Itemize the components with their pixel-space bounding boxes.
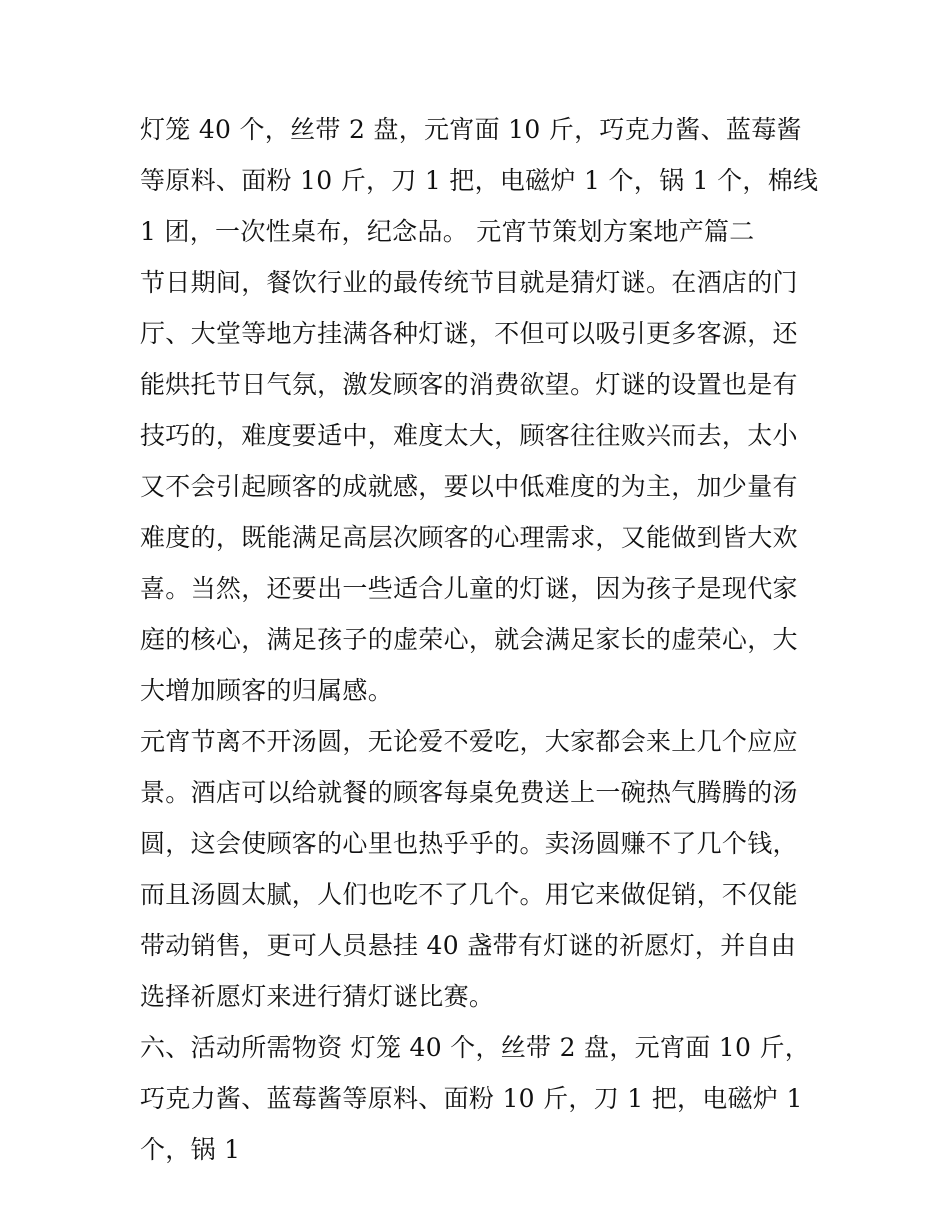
paragraph-lantern-riddles: 节日期间，餐饮行业的最传统节目就是猜灯谜。在酒店的门厅、大堂等地方挂满各种灯谜，不但可以吸引更多客源，还能烘托节日气氛，激发顾客的消费欲望。灯谜的设置也是有技巧的，难度要适中，难度太大，顾客往往败兴而去，太小又不会引起顾客的成就感，要以中低难度的为主，加少量有难度的，既能满足高层次顾客的心理需求，又能做到皆大欢喜。当然，还要出一些适合儿童的灯谜，因为孩子是现代家庭的核心，满足孩子的虚荣心，就会满足家长的虚荣心，大大增加顾客的归属感。 bbox=[140, 268, 798, 705]
paragraph-materials-list: 灯笼 40 个，丝带 2 盘，元宵面 10 斤，巧克力酱、蓝莓酱等原料、面粉 10 斤，刀 1 把，电磁炉 1 个，锅 1 个，棉线 1 团，一次性桌布，纪念品。 元宵节策划方案地产篇二 bbox=[140, 115, 819, 246]
paragraph-tangyuan-promotion: 元宵节离不开汤圆，无论爱不爱吃，大家都会来上几个应应景。酒店可以给就餐的顾客每桌免费送上一碗热气腾腾的汤圆，这会使顾客的心里也热乎乎的。卖汤圆赚不了几个钱，而且汤圆太腻，人们也吃不了几个。用它来做促销，不仅能带动销售，更可人员悬挂 40 盏带有灯谜的祈愿灯，并自由选择祈愿灯来进行猜灯谜比赛。 bbox=[140, 727, 798, 1011]
document-page bbox=[140, 104, 820, 1175]
paragraph-activity-supplies: 六、活动所需物资 灯笼 40 个，丝带 2 盘，元宵面 10 斤，巧克力酱、蓝莓酱等原料、面粉 10 斤，刀 1 把，电磁炉 1 个，锅 1 bbox=[140, 1033, 811, 1164]
